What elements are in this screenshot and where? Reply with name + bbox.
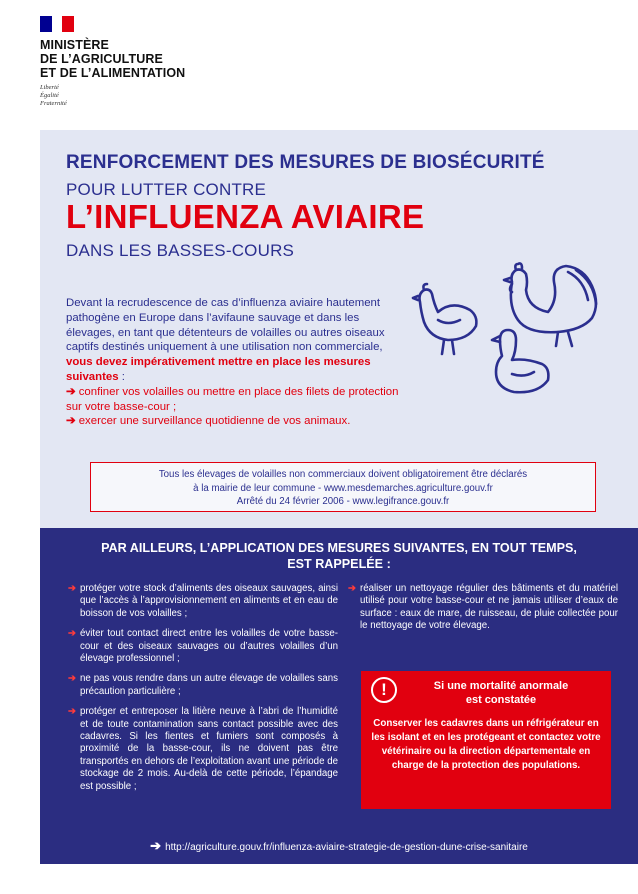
ministry-name <box>40 38 185 80</box>
flag-blue-stripe <box>40 16 52 32</box>
arrow-right-icon: ➔ <box>68 628 77 640</box>
measure-item <box>68 673 338 698</box>
ministry-logo <box>40 16 340 116</box>
declaration-notice <box>90 462 596 512</box>
french-flag-icon <box>40 16 74 32</box>
measures-left-column <box>68 583 338 801</box>
intro-item <box>66 385 406 415</box>
arrow-right-icon: ➔ <box>68 583 77 594</box>
intro-emphasis-2: impérativement mettre en place les mesures suivantes <box>66 356 371 383</box>
alert-title-line-2: est constatée <box>465 694 537 706</box>
arrow-right-icon: ➔ <box>150 838 162 853</box>
measures-right-column <box>348 583 618 641</box>
measure-text: ne pas vous rendre dans un autre élevage de volailles sans précaution particulière ; <box>80 673 338 697</box>
measure-item <box>68 583 338 620</box>
intro-colon: : <box>118 370 125 383</box>
title-line-4: DANS LES BASSES-COURS <box>66 241 295 260</box>
rooster-icon <box>504 264 596 347</box>
motto-liberte: Liberté <box>40 84 59 91</box>
intro-item-text: exercer une surveillance quotidienne de vos animaux. <box>78 415 351 428</box>
flag-white-stripe <box>52 16 62 32</box>
notice-line-2: à la mairie de leur commune - www.mesdemarches.agriculture.gouv.fr <box>193 482 493 494</box>
motto-egalite: Égalité <box>40 92 59 99</box>
title-main: L’INFLUENZA AVIAIRE <box>66 198 425 235</box>
motto-fraternite: Fraternité <box>40 100 67 107</box>
title-line-2: POUR LUTTER CONTRE <box>66 180 267 199</box>
measure-text: protéger votre stock d’aliments des oiseaux sauvages, ainsi que l’accès à l’approvisionnement en aliments et en eau de boisson de vos volailles ; <box>80 583 338 619</box>
intro-text: Devant la recrudescence de cas d’influenza aviaire hautement pathogène en Europe dans l’avifaune sauvage et dans les élevages, en tant que détenteurs de volailles ou autres oiseaux captifs destinés uniquement à une utilisation non commerciale, <box>66 297 385 354</box>
alert-body: Conserver les cadavres dans un réfrigérateur en les isolant et en les protégeant et contactez votre vétérinaire ou la direction départementale en charge de la protection des populations. <box>371 718 601 771</box>
intro-emphasis-1: vous devez <box>66 356 128 369</box>
ministry-line-3: ET DE L’ALIMENTATION <box>40 66 186 80</box>
measure-item <box>348 583 618 633</box>
duck-icon <box>492 330 548 392</box>
arrow-right-icon: ➔ <box>348 583 357 594</box>
measure-text: réaliser un nettoyage régulier des bâtiments et du matériel utilisé pour votre basse-cour et ne jamais utiliser d’eaux de surface : eaux de mare, de ruisseau, de pluie collectée pour le nettoyage de votre élevage. <box>360 583 618 632</box>
intro-item <box>66 414 406 429</box>
measures-title-line-1: PAR AILLEURS, L’APPLICATION DES MESURES SUIVANTES, EN TOUT TEMPS, <box>101 541 577 555</box>
alert-title <box>401 679 601 707</box>
ministry-line-2: DE L’AGRICULTURE <box>40 52 163 66</box>
alert-title-line-1: Si une mortalité anormale <box>433 680 569 692</box>
arrow-right-icon: ➔ <box>66 385 76 398</box>
measure-text: protéger et entreposer la litière neuve à l’abri de l’humidité et de toute contamination sans contact possible avec des cadavres. Si les fientes et fumiers sont composés à proximité de la basse-cour, ils ne doivent pas être transportés en dehors de l’exploitation avant une période de stockage de 2 mois. Au-delà de cette période, l’épandage est possible ; <box>80 706 338 792</box>
intro-item-text: confiner vos volailles ou mettre en place des filets de protection sur votre basse-cour ; <box>66 385 399 413</box>
arrow-right-icon: ➔ <box>68 706 77 718</box>
measures-title-line-2: EST RAPPELÉE : <box>287 557 391 571</box>
arrow-right-icon: ➔ <box>68 673 77 685</box>
measure-item <box>68 628 338 665</box>
measure-item <box>68 706 338 793</box>
measures-title <box>40 540 638 572</box>
exclamation-icon: ! <box>371 677 397 703</box>
intro-paragraph <box>66 296 406 429</box>
title-line-1: RENFORCEMENT DES MESURES DE BIOSÉCURITÉ <box>66 152 545 173</box>
ministry-line-1: MINISTÈRE <box>40 38 109 52</box>
flag-red-stripe <box>62 16 74 32</box>
measure-text: éviter tout contact direct entre les volailles de votre basse-cour et des oiseaux sauvages ou d’autres volailles d’un élevage professionnel ; <box>80 628 338 665</box>
footer-url[interactable]: http://agriculture.gouv.fr/influenza-aviaire-strategie-de-gestion-dune-crise-sanitaire <box>165 842 528 853</box>
main-panel <box>40 130 638 528</box>
arrow-right-icon: ➔ <box>66 415 76 428</box>
mortality-alert-box <box>361 671 611 809</box>
footer-link[interactable] <box>40 838 638 854</box>
hen-icon <box>413 284 476 354</box>
notice-line-1: Tous les élevages de volailles non commerciaux doivent obligatoirement être déclarés <box>158 469 528 480</box>
poultry-illustration <box>408 260 612 410</box>
measures-section <box>40 528 638 864</box>
republic-motto <box>40 84 67 108</box>
notice-line-3: Arrêté du 24 février 2006 - www.legifrance.gouv.fr <box>236 496 450 507</box>
